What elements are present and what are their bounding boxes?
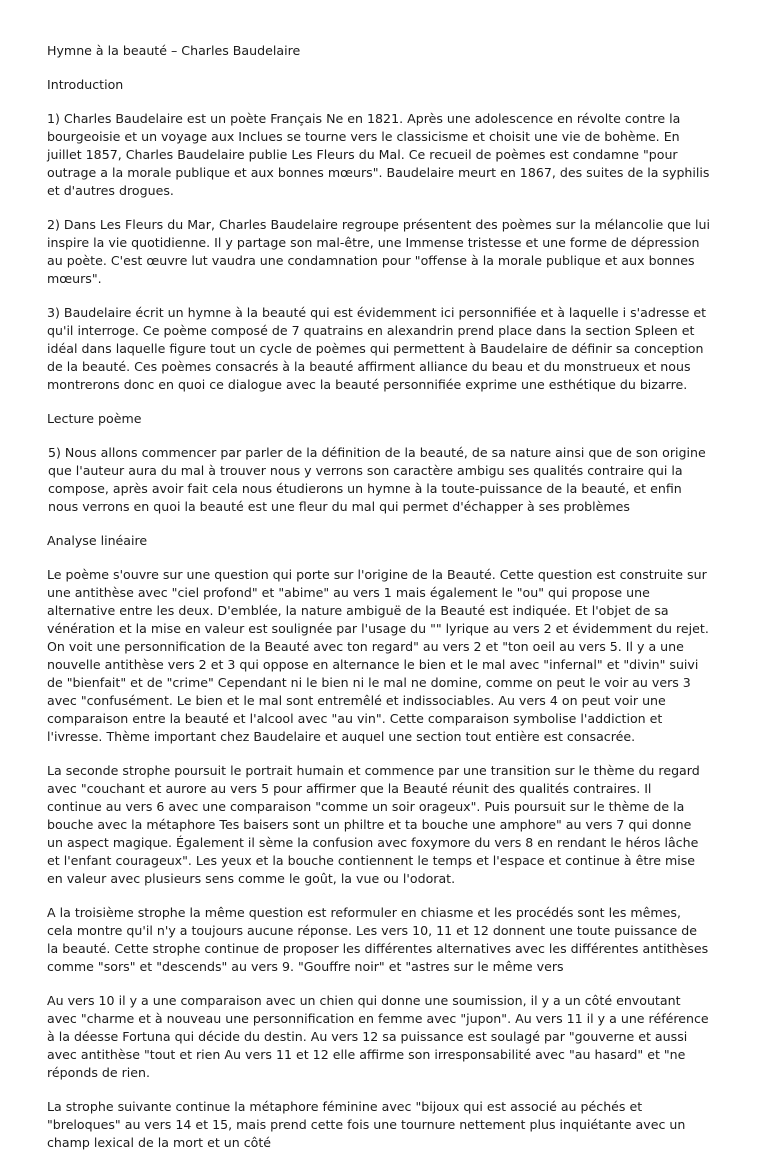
analysis-paragraph-1: Le poème s'ouvre sur une question qui porte sur l'origine de la Beauté. Cette question est construite sur une antithèse avec "ciel profond" et "abime" au vers 1 mais également le "ou" qui propose une alternative entre les deux. D'emblée, la nature ambiguë de la Beauté est indiquée. Et l'objet de sa vénération et la mise en valeur est soulignée par l'usage du "" lyrique au vers 2 et évidemment du rejet. On voit une personnification de la Beauté avec ton regard" au vers 2 et "ton oeil au vers 5. Il y a une nouvelle antithèse vers 2 et 3 qui oppose en alternance le bien et le mal avec "infernal" et "divin" suivi de "bienfait" et de "crime" Cependant ni le bien ni le mal ne domine, comme on peut le voir au vers 3 avec "confusément. Le bien et le mal sont entremêlé et indissociables. Au vers 4 on peut voir une comparaison entre la beauté et l'alcool avec "au vin". Cette comparaison symbolise l'addiction et l'ivresse. Thème important chez Baudelaire et auquel une section tout entière est consacrée.: [47, 567, 709, 744]
reading-heading: Lecture poème: [47, 411, 142, 426]
introduction-heading: Introduction: [47, 77, 124, 92]
intro-paragraph-2: 2) Dans Les Fleurs du Mar, Charles Baudelaire regroupe présentent des poèmes sur la mélancolie que lui inspire la vie quotidienne. Il y partage son mal-être, une Immense tristesse et une forme de dépression au poète. C'est œuvre lut vaudra une condamnation pour "offense à la morale publique et aux bonnes mœurs".: [47, 217, 710, 286]
analysis-paragraph-4: Au vers 10 il y a une comparaison avec un chien qui donne une soumission, il y a un côté envoutant avec "charme et à nouveau une personnification en femme avec "jupon". Au vers 11 il y a une référence à la déesse Fortuna qui décide du destin. Au vers 12 sa puissance est soulagé par "gouverne et aussi avec antithèse "tout et rien Au vers 11 et 12 elle affirme son irresponsabilité avec "au hasard" et "ne réponds de rien.: [47, 993, 709, 1080]
analysis-paragraph-5: La strophe suivante continue la métaphore féminine avec "bijoux qui est associé au péchés et "breloques" au vers 14 et 15, mais prend cette fois une tournure nettement plus inquiétante avec un champ lexical de la mort et un côté: [47, 1099, 686, 1150]
intro-paragraph-1: 1) Charles Baudelaire est un poète Français Ne en 1821. Après une adolescence en révolte contre la bourgeoisie et un voyage aux Inclues se tourne vers le classicisme et choisit une vie de bohème. En juillet 1857, Charles Baudelaire publie Les Fleurs du Mal. Ce recueil de poèmes est condamne "pour outrage a la morale publique et aux bonnes mœurs". Baudelaire meurt en 1867, des suites de la syphilis et d'autres drogues.: [47, 111, 710, 198]
intro-paragraph-3: 3) Baudelaire écrit un hymne à la beauté qui est évidemment ici personnifiée et à laquelle i s'adresse et qu'il interroge. Ce poème composé de 7 quatrains en alexandrin prend place dans la section Spleen et idéal dans laquelle figure tout un cycle de poèmes qui permettent à Baudelaire de définir sa conception de la beauté. Ces poèmes consacrés à la beauté affirment alliance du beau et du monstrueux et nous montrerons donc en quoi ce dialogue avec la beauté personnifiée exprime une esthétique du bizarre.: [47, 305, 707, 392]
analysis-heading: Analyse linéaire: [47, 533, 148, 548]
document-title: Hymne à la beauté – Charles Baudelaire: [47, 43, 301, 58]
analysis-paragraph-3: A la troisième strophe la même question est reformuler en chiasme et les procédés sont les mêmes, cela montre qu'il n'y a toujours aucune réponse. Les vers 10, 11 et 12 donnent une toute puissance de la beauté. Cette strophe continue de proposer les différentes alternatives avec les différentes antithèses comme "sors" et "descends" au vers 9. "Gouffre noir" et "astres sur le même vers: [47, 905, 709, 974]
reading-paragraph: 5) Nous allons commencer par parler de la définition de la beauté, de sa nature ainsi que de son origine que l'auteur aura du mal à trouver nous y verrons son caractère ambigu ses qualités contraire qui la compose, après avoir fait cela nous étudierons un hymne à la toute-puissance de la beauté, et enfin nous verrons en quoi la beauté est une fleur du mal qui permet d'échapper à ses problèmes: [48, 445, 706, 514]
analysis-paragraph-2: La seconde strophe poursuit le portrait humain et commence par une transition sur le thème du regard avec "couchant et aurore au vers 5 pour affirmer que la Beauté réunit des qualités contraires. Il continue au vers 6 avec une comparaison "comme un soir orageux". Puis poursuit sur le thème de la bouche avec la métaphore Tes baisers sont un philtre et ta bouche une amphore" au vers 7 qui donne un aspect magique. Également il sème la confusion avec foxymore du vers 8 en rendant le héros lâche et l'enfant courageux". Les yeux et la bouche contiennent le temps et l'espace et continue à être mise en valeur avec plusieurs sens comme le goût, la vue ou l'odorat.: [47, 763, 700, 886]
